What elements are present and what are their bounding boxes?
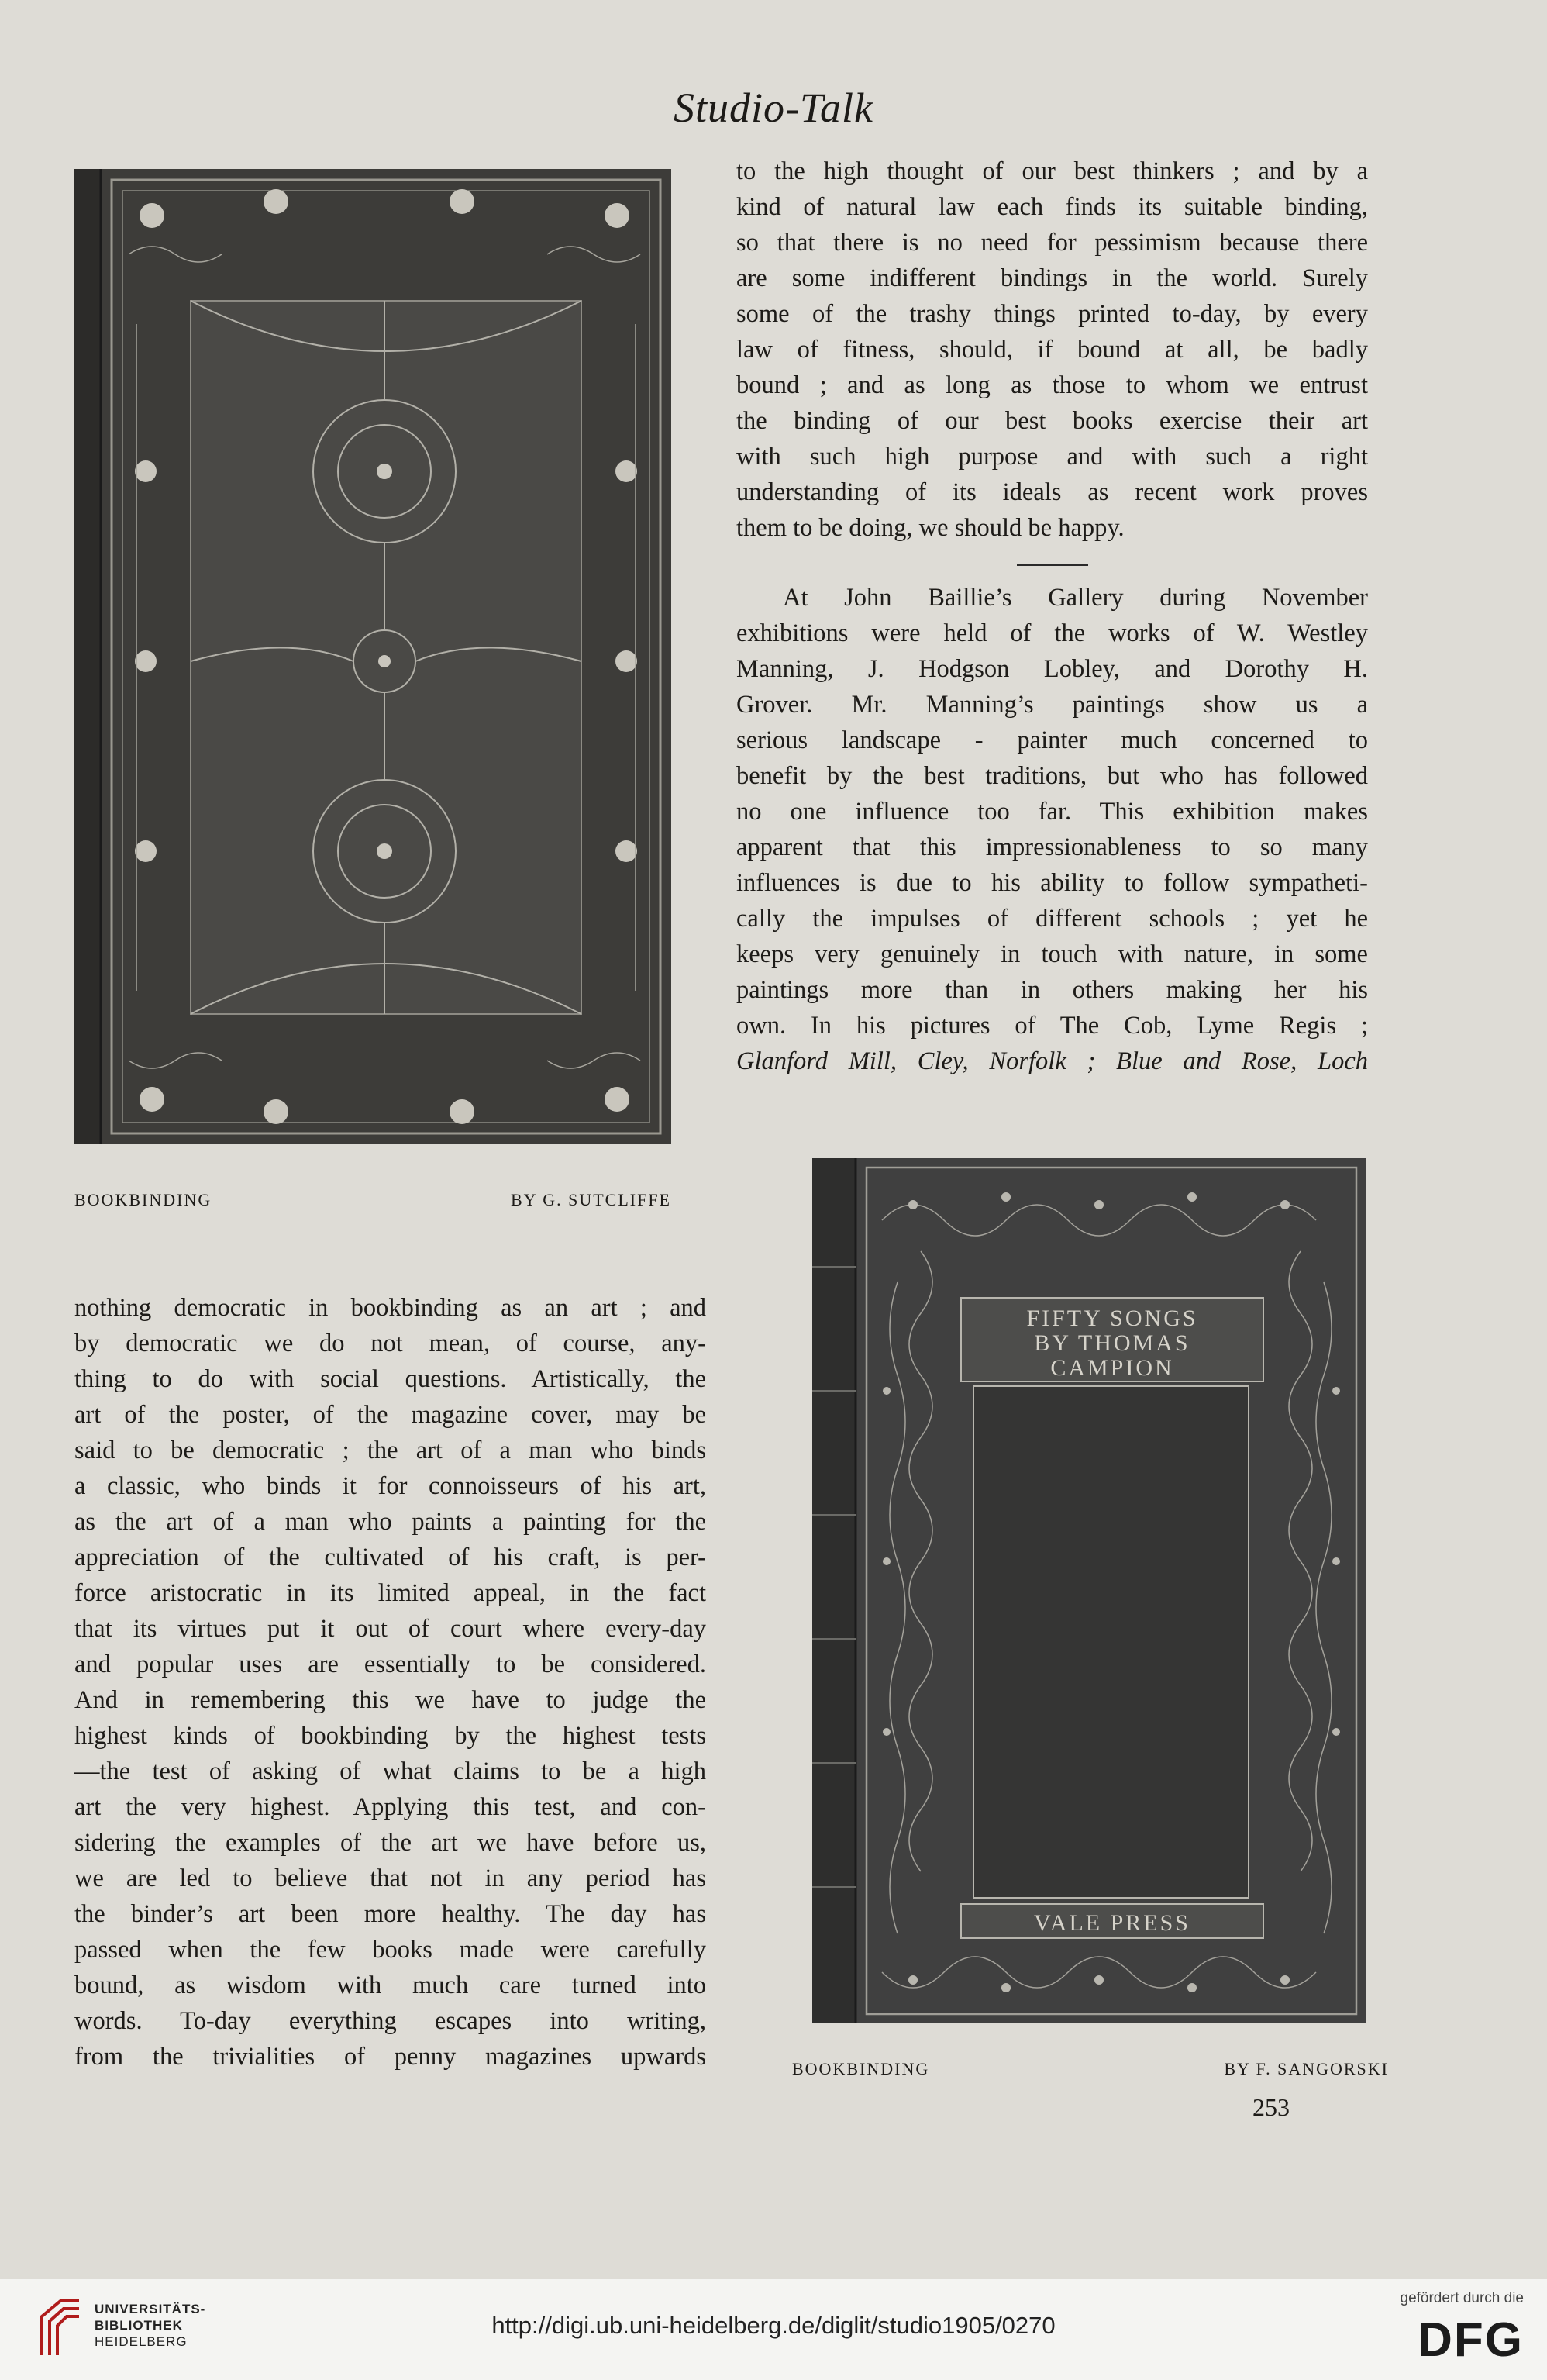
text-line: highest kinds of bookbinding by the highest tests [74, 1722, 706, 1750]
caption-left: BOOKBINDING [792, 2059, 930, 2078]
paragraph-3 [74, 1290, 706, 2075]
dfg-logo: DFG [1418, 2313, 1524, 2367]
text-line: —the test of asking of what claims to be a high [74, 1757, 706, 1785]
text-line: the binder’s art been more healthy. The day has [74, 1900, 706, 1928]
library-name-line-2: BIBLIOTHEK [95, 2318, 183, 2333]
text-line: art the very highest. Applying this test, and con- [74, 1793, 706, 1821]
paragraph-2 [736, 580, 1368, 1079]
text-line: apparent that this impressionableness to so many [736, 833, 1368, 861]
right-column-second-text [736, 580, 1368, 1079]
caption-left: BOOKBINDING [74, 1190, 212, 1209]
left-column-bottom-text [74, 1290, 706, 2075]
text-line: bound ; and as long as those to whom we entrust [736, 371, 1368, 399]
caption-right: BY G. SUTCLIFFE [510, 1190, 671, 1209]
cover-title-line-3: CAMPION [1050, 1355, 1174, 1381]
text-line: exhibitions were held of the works of W. Westley [736, 619, 1368, 647]
text-line: own. In his pictures of The Cob, Lyme Regis ; [736, 1012, 1368, 1040]
library-name-line-3: HEIDELBERG [95, 2334, 188, 2349]
text-line: serious landscape - painter much concerned to [736, 726, 1368, 754]
text-line: to the high thought of our best thinkers ; and by a [736, 157, 1368, 185]
bookbinding-plate-sangorski [812, 1158, 1366, 2023]
text-line: a classic, who binds it for connoisseurs of his art, [74, 1472, 706, 1500]
text-line: kind of natural law each finds its suitable binding, [736, 193, 1368, 221]
text-line: force aristocratic in its limited appeal, in the fact [74, 1579, 706, 1607]
digitization-footer [0, 2279, 1547, 2380]
plate-caption-sutcliffe [74, 1190, 671, 1210]
text-line: Manning, J. Hodgson Lobley, and Dorothy H. [736, 655, 1368, 683]
source-url-link[interactable]: http://digi.ub.uni-heidelberg.de/diglit/studio1905/0270 [491, 2312, 1056, 2339]
bookbinding-plate-sutcliffe [74, 169, 671, 1144]
text-line: no one influence too far. This exhibition makes [736, 798, 1368, 826]
text-line: understanding of its ideals as recent work proves [736, 478, 1368, 506]
text-line: And in remembering this we have to judge the [74, 1686, 706, 1714]
text-line: law of fitness, should, if bound at all, be badly [736, 336, 1368, 364]
paragraph-1 [736, 153, 1368, 546]
text-line: by democratic we do not mean, of course, any- [74, 1330, 706, 1357]
plate-caption-sangorski [792, 2059, 1389, 2079]
text-line: some of the trashy things printed to-day, by every [736, 300, 1368, 328]
library-name-line-1: UNIVERSITÄTS- [95, 2302, 206, 2316]
cover-title-line-2: BY THOMAS [1034, 1330, 1190, 1356]
text-line: influences is due to his ability to follow sympatheti- [736, 869, 1368, 897]
text-line: words. To-day everything escapes into writing, [74, 2007, 706, 2035]
text-line: from the trivialities of penny magazines upwards [74, 2043, 706, 2071]
text-line: paintings more than in others making her his [736, 976, 1368, 1004]
sutcliffe-cover-illustration [74, 169, 671, 1144]
text-line: that its virtues put it out of court where every-day [74, 1615, 706, 1643]
text-line: with such high purpose and with such a right [736, 443, 1368, 471]
running-head: Studio-Talk [673, 85, 874, 131]
text-line: so that there is no need for pessimism because there [736, 229, 1368, 257]
cover-title-line-1: FIFTY SONGS [1026, 1306, 1198, 1331]
right-column-top-text [736, 153, 1368, 546]
text-line: passed when the few books made were carefully [74, 1936, 706, 1964]
text-line: bound, as wisdom with much care turned into [74, 1971, 706, 1999]
text-line: we are led to believe that not in any period has [74, 1864, 706, 1892]
sangorski-cover-illustration [812, 1158, 1366, 2023]
cover-imprint: VALE PRESS [1033, 1910, 1191, 1936]
text-line: thing to do with social questions. Artistically, the [74, 1365, 706, 1393]
text-line: Grover. Mr. Manning’s paintings show us a [736, 691, 1368, 719]
text-line: sidering the examples of the art we have before us, [74, 1829, 706, 1857]
funder-note: gefördert durch die [1400, 2290, 1524, 2306]
text-line: as the art of a man who paints a painting for the [74, 1508, 706, 1536]
text-line: the binding of our best books exercise their art [736, 407, 1368, 435]
section-divider [1017, 564, 1088, 566]
caption-right: BY F. SANGORSKI [1224, 2059, 1389, 2078]
text-line: At John Baillie’s Gallery during November [783, 584, 1368, 612]
text-line: keeps very genuinely in touch with nature, in some [736, 940, 1368, 968]
text-line: Glanford Mill, Cley, Norfolk ; Blue and Rose, Loch [736, 1047, 1368, 1075]
text-line: cally the impulses of different schools ; yet he [736, 905, 1368, 933]
text-line: are some indifferent bindings in the world. Surely [736, 264, 1368, 292]
text-line: and popular uses are essentially to be considered. [74, 1650, 706, 1678]
text-line: appreciation of the cultivated of his craft, is per- [74, 1544, 706, 1571]
text-line: them to be doing, we should be happy. [736, 514, 1125, 542]
text-line: nothing democratic in bookbinding as an art ; and [74, 1294, 706, 1322]
text-line: benefit by the best traditions, but who has followed [736, 762, 1368, 790]
page-number: 253 [1252, 2093, 1290, 2121]
text-line: said to be democratic ; the art of a man who binds [74, 1437, 706, 1464]
text-line: art of the poster, of the magazine cover, may be [74, 1401, 706, 1429]
